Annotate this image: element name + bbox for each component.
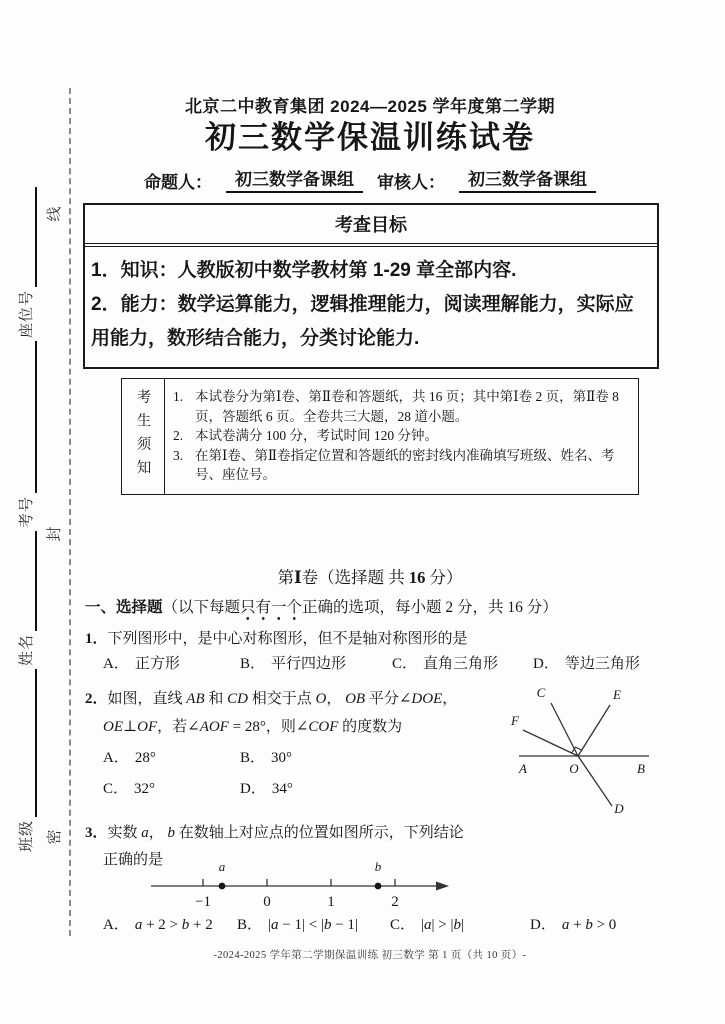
option-text: 28° xyxy=(134,750,156,766)
seal-char-line: 线 xyxy=(47,206,63,222)
page-title: 初三数学保温训练试卷 xyxy=(205,120,535,155)
q2-options-grid xyxy=(85,746,405,804)
notice-list xyxy=(165,379,638,494)
name-field-label: 姓名 xyxy=(18,633,35,666)
q2-text-line1 xyxy=(85,687,457,708)
q3-number-line-figure xyxy=(145,856,455,912)
q1-option-b xyxy=(240,652,346,673)
q3-text1: 实数 a， b 在数轴上对应点的位置如图所示，下列结论 xyxy=(107,825,464,841)
q1-option-a xyxy=(103,652,180,673)
name-field-blank xyxy=(13,531,37,631)
option-text: 等边三角形 xyxy=(564,656,640,672)
objectives-item-ability: 2．能力：数学运算能力，逻辑推理能力，阅读理解能力，实际应用能力，数形结合能力，分类讨论能力. xyxy=(91,294,634,349)
q3-option-b xyxy=(237,913,358,934)
point-b-dot xyxy=(375,883,382,890)
q1-text-line xyxy=(85,627,468,648)
tick-label-2: 2 xyxy=(391,894,399,910)
option-label: B． xyxy=(240,656,266,672)
page-footer: -2024-2025 学年第二学期保温训练 初三数学 第 1 页（共 10 页）- xyxy=(213,950,527,961)
objectives-body xyxy=(85,246,657,367)
ray-OE xyxy=(578,705,610,756)
notice-item-number: 2. xyxy=(173,428,184,443)
q2-number: 2． xyxy=(85,691,108,707)
point-a-dot xyxy=(219,883,226,890)
ray-OD xyxy=(578,756,612,806)
axis-arrowhead xyxy=(436,882,449,891)
q1-text: 下列图形中，是中心对称图形，但不是轴对称图形的是 xyxy=(107,631,468,647)
tick-label-0: 0 xyxy=(263,894,271,910)
reviewer-value: 初三数学备课组 xyxy=(459,165,596,193)
q1-options-row xyxy=(85,652,690,676)
q2-option-a xyxy=(103,746,156,767)
option-label: C． xyxy=(103,781,129,797)
figure-point-C: C xyxy=(536,685,546,700)
point-b-label: b xyxy=(374,859,382,874)
q3-options-row xyxy=(85,913,690,937)
student-info-strip-inner xyxy=(12,175,38,852)
option-text: 平行四边形 xyxy=(271,656,347,672)
q1-option-c xyxy=(392,652,498,673)
notice-item-number: 1. xyxy=(173,389,184,404)
notice-item xyxy=(173,426,628,446)
option-text: 32° xyxy=(134,781,156,797)
objectives-item-knowledge: 1．知识：人教版初中数学教材第 1-29 章全部内容. xyxy=(91,260,517,281)
q1-number: 1． xyxy=(85,631,108,647)
option-label: B． xyxy=(240,750,266,766)
notice-item-text: 在第Ⅰ卷、第Ⅱ卷指定位置和答题纸的密封线内准确填写班级、姓名、考号、座位号。 xyxy=(195,447,615,482)
point-a-label: a xyxy=(218,859,226,874)
option-label: D． xyxy=(240,781,266,797)
class-field-label: 班级 xyxy=(18,819,35,852)
q2-option-d xyxy=(240,777,293,798)
option-label: A． xyxy=(103,917,129,933)
seat-no-field-label: 座位号 xyxy=(18,289,35,338)
objectives-box xyxy=(83,203,659,369)
q3-text-line1 xyxy=(85,821,464,842)
class-field-blank xyxy=(13,669,37,817)
exam-no-field-label: 考号 xyxy=(18,495,35,528)
option-text: 30° xyxy=(271,750,293,766)
figure-point-B: B xyxy=(637,761,645,776)
q3-text-line2: 正确的是 xyxy=(103,852,164,868)
volume1-title: 第Ⅰ卷（选择题 共 16 分） xyxy=(277,568,463,587)
q1-option-d xyxy=(533,652,640,673)
tick-label-1: 1 xyxy=(327,894,335,910)
option-text: 正方形 xyxy=(134,656,180,672)
ray-OC xyxy=(551,703,578,756)
seal-char-feng: 封 xyxy=(47,526,63,542)
notice-box xyxy=(121,378,639,495)
notice-item-text: 本试卷满分 100 分，考试时间 120 分钟。 xyxy=(195,428,438,443)
option-label: A． xyxy=(103,656,129,672)
notice-item xyxy=(173,446,628,485)
figure-point-O: O xyxy=(569,761,579,776)
seat-no-field-blank xyxy=(13,187,37,287)
figure-point-E: E xyxy=(613,687,621,702)
option-label: D． xyxy=(533,656,559,672)
ray-OF xyxy=(523,730,578,756)
option-text: a + 2 > b + 2 xyxy=(134,917,213,933)
option-text: |a| > |b| xyxy=(421,917,465,933)
figure-point-D: D xyxy=(614,801,624,816)
option-text: 34° xyxy=(271,781,293,797)
notice-item xyxy=(173,387,628,426)
figure-point-F: F xyxy=(511,713,519,728)
option-label: A． xyxy=(103,750,129,766)
setter-label: 命题人： xyxy=(144,173,212,192)
option-text: |a − 1| < |b − 1| xyxy=(268,917,358,933)
notice-item-text: 本试卷分为第Ⅰ卷、第Ⅱ卷和答题纸，共 16 页；其中第Ⅰ卷 2 页，第Ⅱ卷 8 页，答题纸 6 页。全卷共三大题，28 道小题。 xyxy=(195,389,619,424)
part1-heading: 一、选择题（以下每题只有一个正确的选项，每小题 2 分，共 16 分） xyxy=(85,595,558,617)
objectives-title: 考查目标 xyxy=(85,205,657,244)
reviewer-label: 审核人： xyxy=(377,173,445,192)
option-label: C． xyxy=(392,656,418,672)
option-label: C． xyxy=(390,917,416,933)
school-term-line: 北京二中教育集团 2024—2025 学年度第二学期 xyxy=(184,97,556,116)
credit-line xyxy=(75,165,665,193)
q2-option-c xyxy=(103,777,155,798)
figure-point-A: A xyxy=(519,761,527,776)
q3-number: 3． xyxy=(85,825,108,841)
seal-char-mi: 密 xyxy=(47,829,63,845)
notice-item-number: 3. xyxy=(173,447,184,463)
setter-value: 初三数学备课组 xyxy=(226,165,363,193)
q3-option-c xyxy=(390,913,464,934)
notice-label-cell xyxy=(122,379,165,494)
q3-option-d xyxy=(530,913,616,934)
q2-option-b xyxy=(240,746,292,767)
q2-text-line2: OE⊥OF，若∠AOF = 28°，则∠COF 的度数为 xyxy=(103,719,403,735)
seal-dashed-line xyxy=(69,88,71,936)
q2-figure-intersecting-lines xyxy=(505,676,665,824)
option-text: 直角三角形 xyxy=(423,656,499,672)
q2-text1: 如图，直线 AB 和 CD 相交于点 O， OB 平分∠DOE， xyxy=(107,691,458,707)
option-label: B． xyxy=(237,917,263,933)
option-text: a + b > 0 xyxy=(561,917,617,933)
exam-no-field-blank xyxy=(13,341,37,493)
notice-vertical-label: 考生须知 xyxy=(134,389,151,484)
q3-option-a xyxy=(103,913,213,934)
option-label: D． xyxy=(530,917,556,933)
tick-label-minus1: −1 xyxy=(195,894,211,910)
